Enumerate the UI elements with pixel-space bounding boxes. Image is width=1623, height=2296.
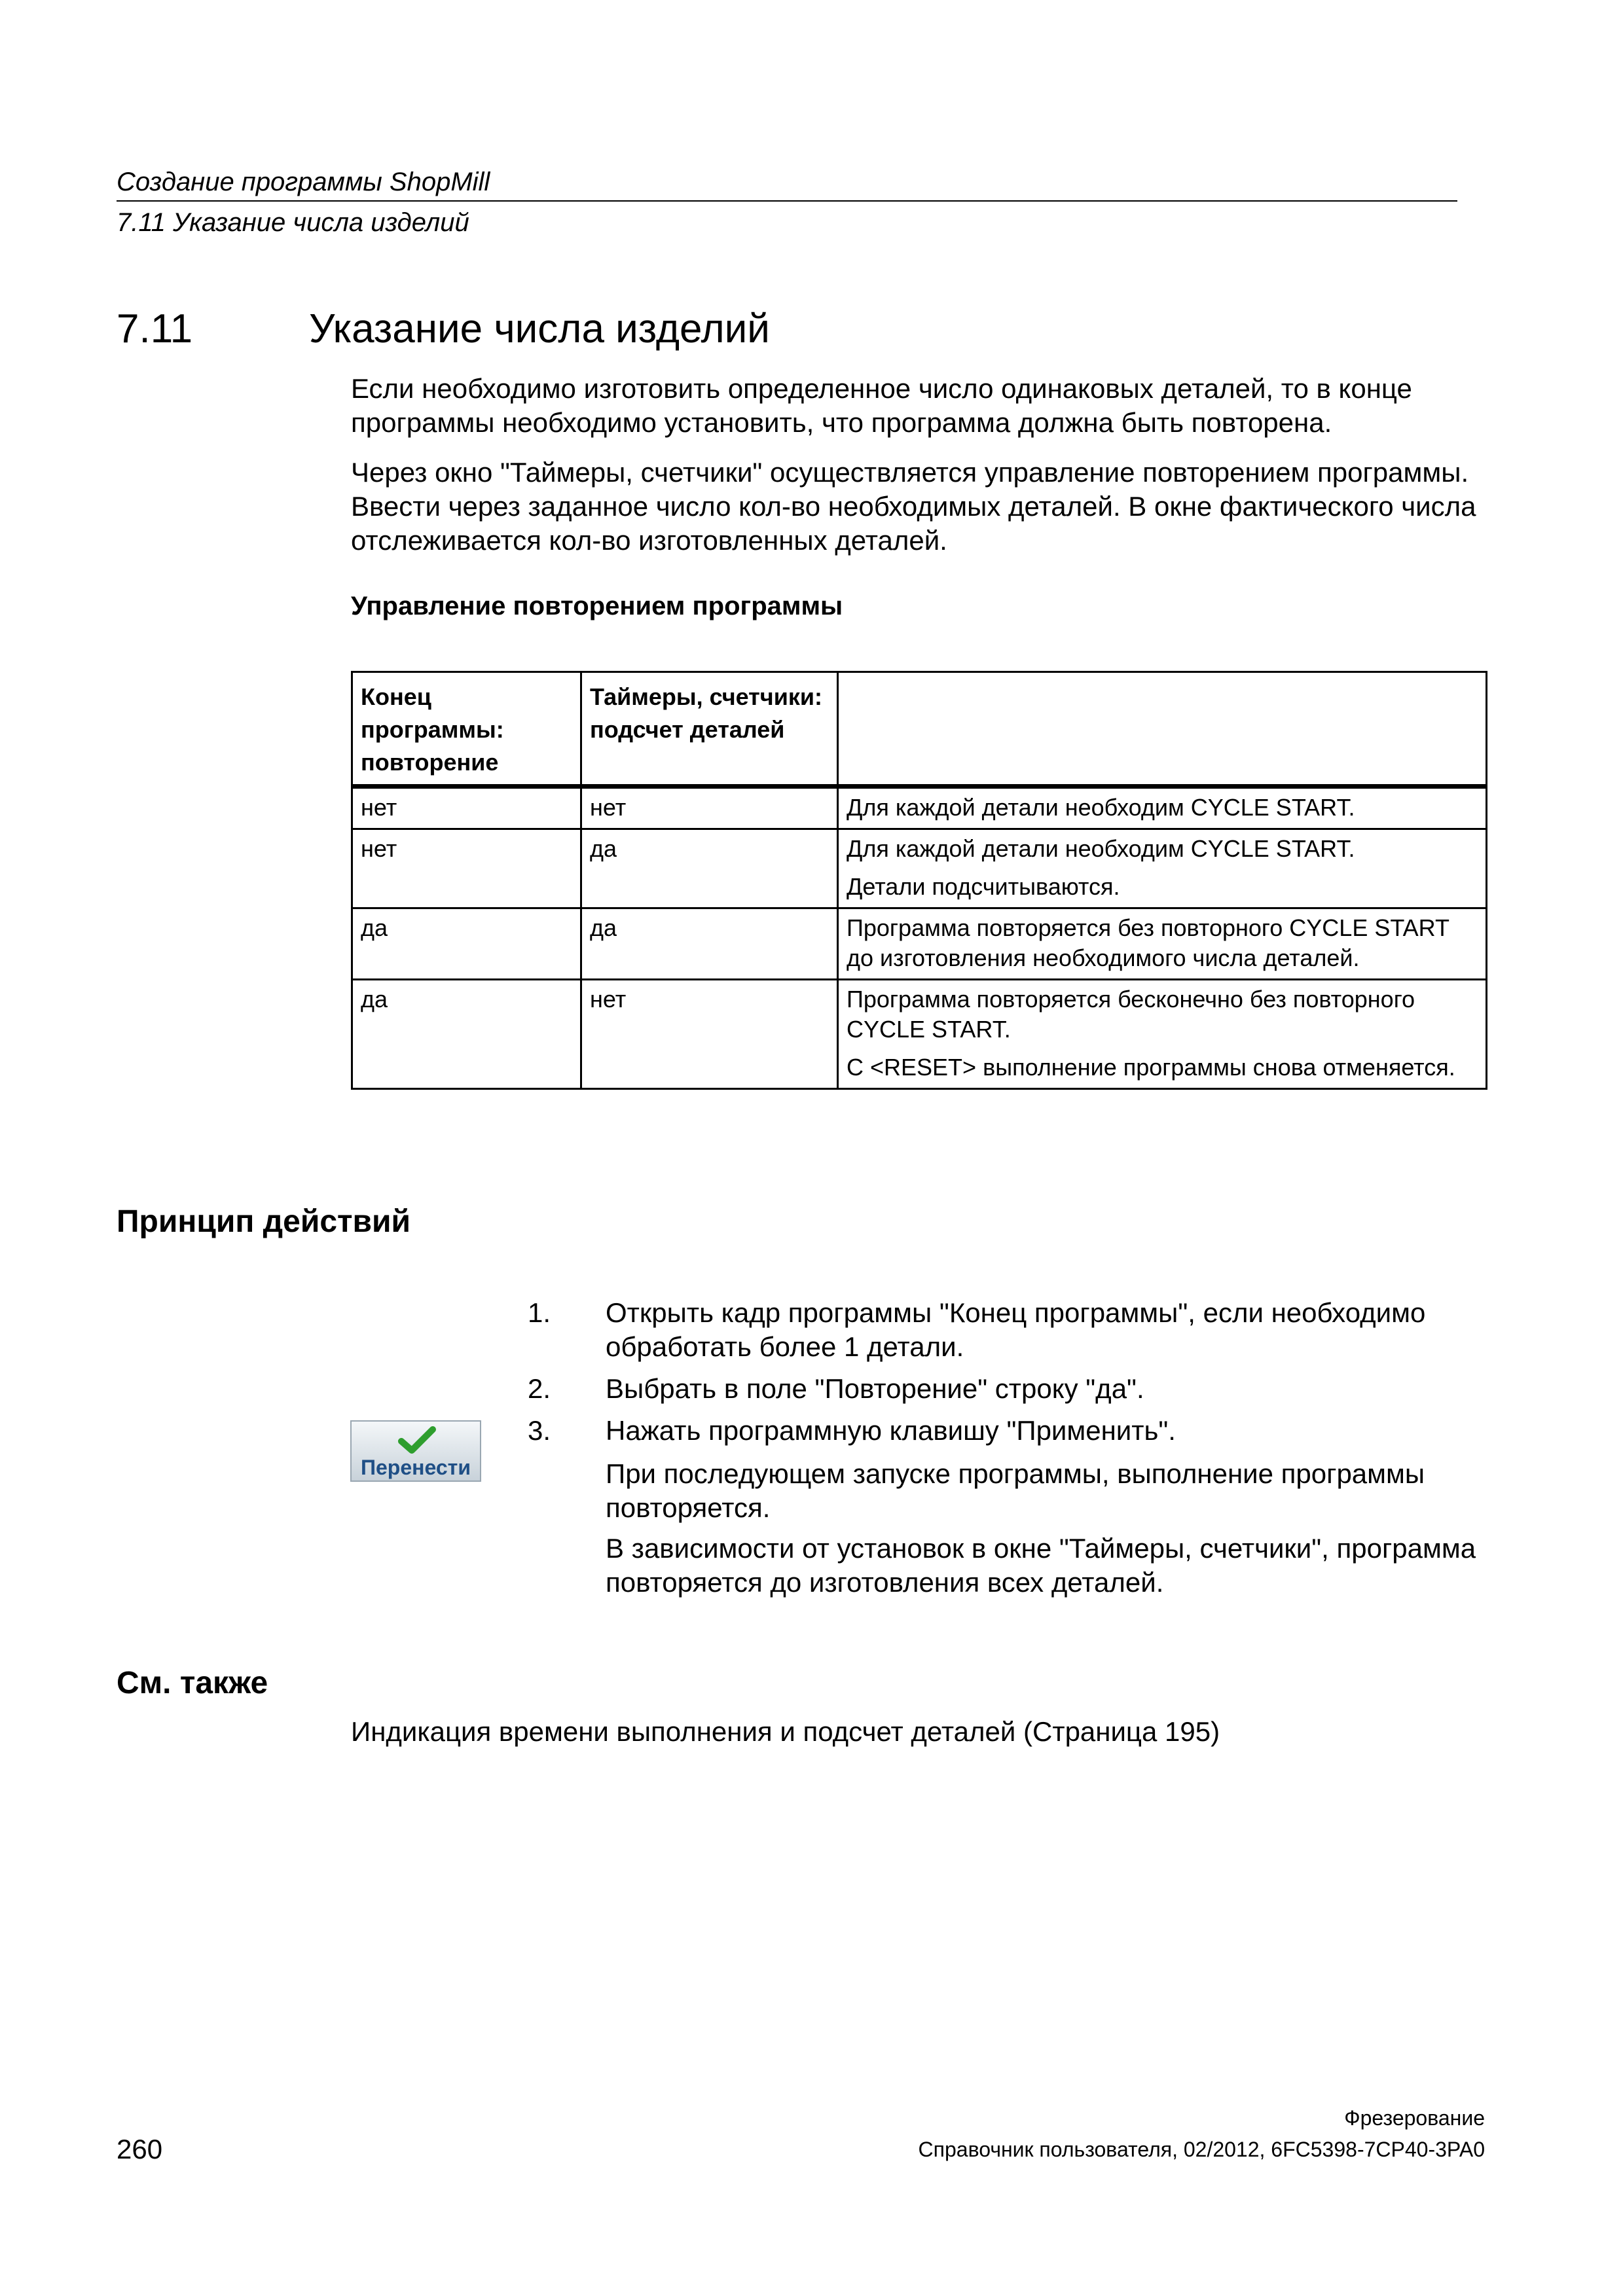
section-title: Указание числа изделий (309, 306, 770, 351)
description-line: Программа повторяется без повторного CYCLE START до изготовления необходимого числа деталей. (847, 914, 1450, 971)
page-number: 260 (117, 2134, 163, 2164)
intro-paragraph-2: Через окно "Таймеры, счетчики" осуществляется управление повторением программы. Ввести через заданное число кол-во необходимых деталей. В окне фактического числа отслеживается кол-во изготовленных деталей. (351, 457, 1476, 556)
step-text: Нажать программную клавишу "Применить". (606, 1415, 1176, 1446)
see-also-heading: См. также (117, 1666, 268, 1700)
cell-description (838, 829, 1487, 908)
description-line: С <RESET> выполнение программы снова отменяется. (847, 1054, 1455, 1081)
cell-program-end: нет (352, 829, 581, 908)
principle-heading: Принцип действий (117, 1204, 411, 1239)
cell-count-parts: нет (581, 787, 838, 829)
cell-description (838, 980, 1487, 1089)
table-title: Управление повторением программы (351, 592, 843, 620)
table-row (352, 787, 1487, 829)
cell-count-parts: да (581, 829, 838, 908)
apply-softkey[interactable] (350, 1420, 481, 1482)
header-program-end: Конец программы: повторение (352, 672, 581, 787)
cell-program-end: да (352, 980, 581, 1089)
footer-product: Фрезерование (1344, 2106, 1485, 2130)
header-timers-counters: Таймеры, счетчики: подсчет деталей (581, 672, 838, 787)
running-header-section: 7.11 Указание числа изделий (117, 208, 469, 237)
checkmark-icon (397, 1426, 437, 1456)
description-line: Программа повторяется бесконечно без повторного CYCLE START. (847, 986, 1415, 1043)
step-number: 3. (528, 1415, 551, 1446)
description-line: Для каждой детали необходим CYCLE START. (847, 835, 1355, 862)
footer-manual-info: Справочник пользователя, 02/2012, 6FC5398-7CP40-3PA0 (918, 2138, 1485, 2161)
step-note-1: При последующем запуске программы, выполнение программы повторяется. (606, 1458, 1425, 1523)
softkey-label: Перенести (361, 1456, 471, 1479)
intro-paragraph-1: Если необходимо изготовить определенное число одинаковых деталей, то в конце программы необходимо установить, что программа должна быть повторена. (351, 373, 1412, 438)
header-rule (117, 200, 1457, 202)
header-description (838, 672, 1487, 787)
repetition-table (351, 671, 1487, 1090)
see-also-link[interactable]: Индикация времени выполнения и подсчет деталей (Страница 195) (351, 1716, 1220, 1747)
table-header-row (352, 672, 1487, 787)
cell-program-end: да (352, 908, 581, 980)
section-number: 7.11 (117, 306, 193, 351)
step-note-2: В зависимости от установок в окне "Таймеры, счетчики", программа повторяется до изготовления всех деталей. (606, 1533, 1476, 1598)
step-text: Открыть кадр программы "Конец программы", если необходимо обработать более 1 детали. (606, 1297, 1426, 1362)
cell-count-parts: да (581, 908, 838, 980)
table-row (352, 980, 1487, 1089)
running-header-title: Создание программы ShopMill (117, 168, 490, 196)
step-number: 1. (528, 1297, 551, 1328)
table-row (352, 829, 1487, 908)
cell-description (838, 908, 1487, 980)
step-number: 2. (528, 1373, 551, 1404)
step-text: Выбрать в поле "Повторение" строку "да". (606, 1373, 1144, 1404)
description-line: Для каждой детали необходим CYCLE START. (847, 794, 1355, 821)
table-row (352, 908, 1487, 980)
cell-count-parts: нет (581, 980, 838, 1089)
cell-program-end: нет (352, 787, 581, 829)
cell-description (838, 787, 1487, 829)
description-line: Детали подсчитываются. (847, 873, 1120, 900)
